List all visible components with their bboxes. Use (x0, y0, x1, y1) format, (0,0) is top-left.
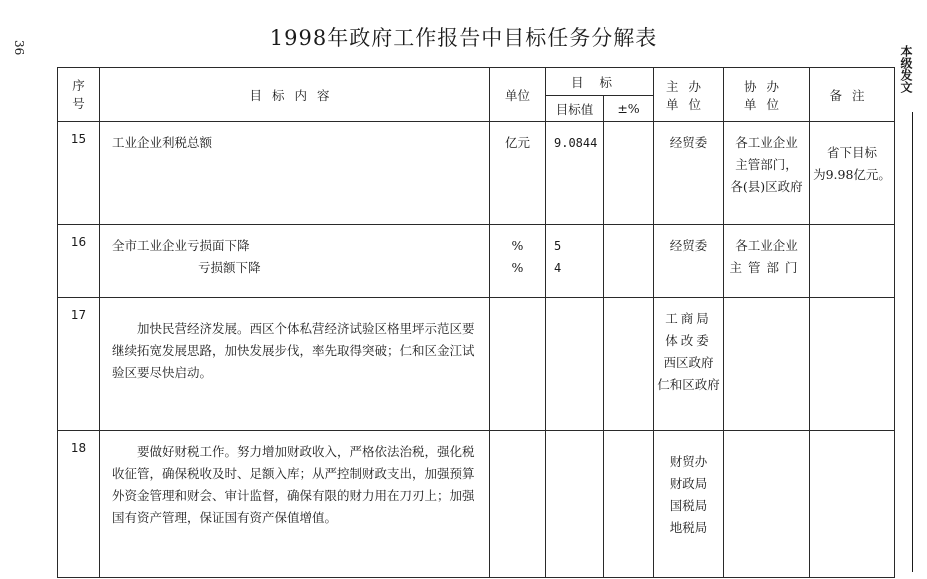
row-plus-minus (604, 298, 654, 431)
row-content (100, 225, 490, 298)
row-target-value (546, 225, 604, 298)
row-unit (490, 298, 546, 431)
header-lead-line1: 主办 (666, 78, 712, 94)
row-assist-line: 各工业企业 (735, 135, 798, 150)
row-content (100, 122, 490, 225)
row-remark-line: 为9.98亿元。 (813, 167, 891, 182)
header-unit: 单位 (490, 68, 546, 122)
page-number: 36 (12, 40, 26, 56)
row-unit (490, 431, 546, 578)
header-assist-line1: 协办 (744, 78, 790, 94)
row-content-line: 全市工业企业亏损面下降 (112, 238, 250, 253)
row-seq: 15 (58, 122, 100, 225)
row-content-line: 亏损额下降 (198, 260, 261, 275)
row-content (100, 298, 490, 431)
row-lead-dept (654, 431, 724, 578)
row-unit (490, 225, 546, 298)
header-lead-dept (654, 68, 724, 122)
row-seq: 18 (58, 431, 100, 578)
row-assist-line: 各(县)区政府 (730, 179, 803, 194)
row-assist-dept (724, 298, 810, 431)
row-target-value (546, 122, 604, 225)
row-seq: 17 (58, 298, 100, 431)
header-seq-line1: 序 (72, 77, 85, 93)
row-content-line: 工业企业利税总额 (112, 135, 213, 150)
row-unit-line: 亿元 (504, 135, 530, 150)
row-remark-line: 省下目标 (827, 145, 878, 160)
table-row (58, 225, 895, 298)
row-lead-dept (654, 298, 724, 431)
row-value-line: 9.0844 (554, 136, 598, 150)
row-assist-line: 主管部门， (735, 157, 798, 172)
header-content: 目标内容 (100, 68, 490, 122)
row-assist-line: 各工业企业 (735, 238, 798, 253)
header-seq (58, 68, 100, 122)
table-row (58, 431, 895, 578)
row-value-line: 4 (554, 261, 562, 275)
row-plus-minus (604, 122, 654, 225)
row-lead-line: 国税局 (669, 498, 708, 513)
row-remarks (810, 298, 895, 431)
row-content-paragraph: 加快民营经济发展。西区个体私营经济试验区格里坪示范区要继续拓宽发展思路，加快发展步伐，率先取得突破；仁和区金江试验区要尽快启动。 (112, 321, 475, 380)
row-plus-minus (604, 431, 654, 578)
table-row (58, 298, 895, 431)
row-remarks (810, 122, 895, 225)
row-target-value (546, 298, 604, 431)
row-value-line: 5 (554, 239, 562, 253)
row-lead-line: 财政局 (669, 476, 708, 491)
row-unit-line: % (511, 260, 524, 275)
header-assist-dept (724, 68, 810, 122)
page-title: 1998年政府工作报告中目标任务分解表 (269, 26, 658, 50)
row-assist-dept (724, 431, 810, 578)
row-unit (490, 122, 546, 225)
row-lead-line: 工商局 (665, 311, 712, 326)
row-lead-line: 西区政府 (663, 355, 714, 370)
row-content-paragraph: 要做好财税工作。努力增加财政收入，严格依法治税，强化税收征管，确保税收及时、足额入库；从严控制财政支出，加强预算外资金管理和财会、审计监督，确保有限的财力用在刀刃上；加强国有资产管理，保证国有资产保值增值。 (112, 444, 475, 525)
row-assist-dept (724, 225, 810, 298)
header-target-value: 目标值 (546, 96, 604, 122)
target-task-table (57, 67, 895, 578)
row-assist-line: 主管部门 (729, 260, 804, 275)
row-unit-line: % (511, 238, 524, 253)
row-assist-dept (724, 122, 810, 225)
row-seq: 16 (58, 225, 100, 298)
row-lead-line: 体改委 (665, 333, 712, 348)
row-lead-dept (654, 122, 724, 225)
header-assist-line2: 单位 (744, 96, 790, 112)
row-lead-line: 财贸办 (669, 454, 708, 469)
row-remarks (810, 431, 895, 578)
row-lead-line: 经贸委 (669, 135, 708, 150)
header-target: 目标 (546, 68, 654, 96)
table-row (58, 122, 895, 225)
row-lead-line: 仁和区政府 (657, 377, 720, 392)
header-seq-line2: 号 (72, 95, 85, 111)
header-remarks: 备注 (810, 68, 895, 122)
row-target-value (546, 431, 604, 578)
side-rule-divider (912, 112, 913, 572)
row-lead-line: 地税局 (669, 520, 708, 535)
row-lead-dept (654, 225, 724, 298)
header-plus-minus: ±% (604, 96, 654, 122)
row-content (100, 431, 490, 578)
side-section-tab: 本级发文 (899, 45, 913, 93)
row-lead-line: 经贸委 (669, 238, 708, 253)
row-plus-minus (604, 225, 654, 298)
row-remarks (810, 225, 895, 298)
header-lead-line2: 单位 (666, 96, 712, 112)
